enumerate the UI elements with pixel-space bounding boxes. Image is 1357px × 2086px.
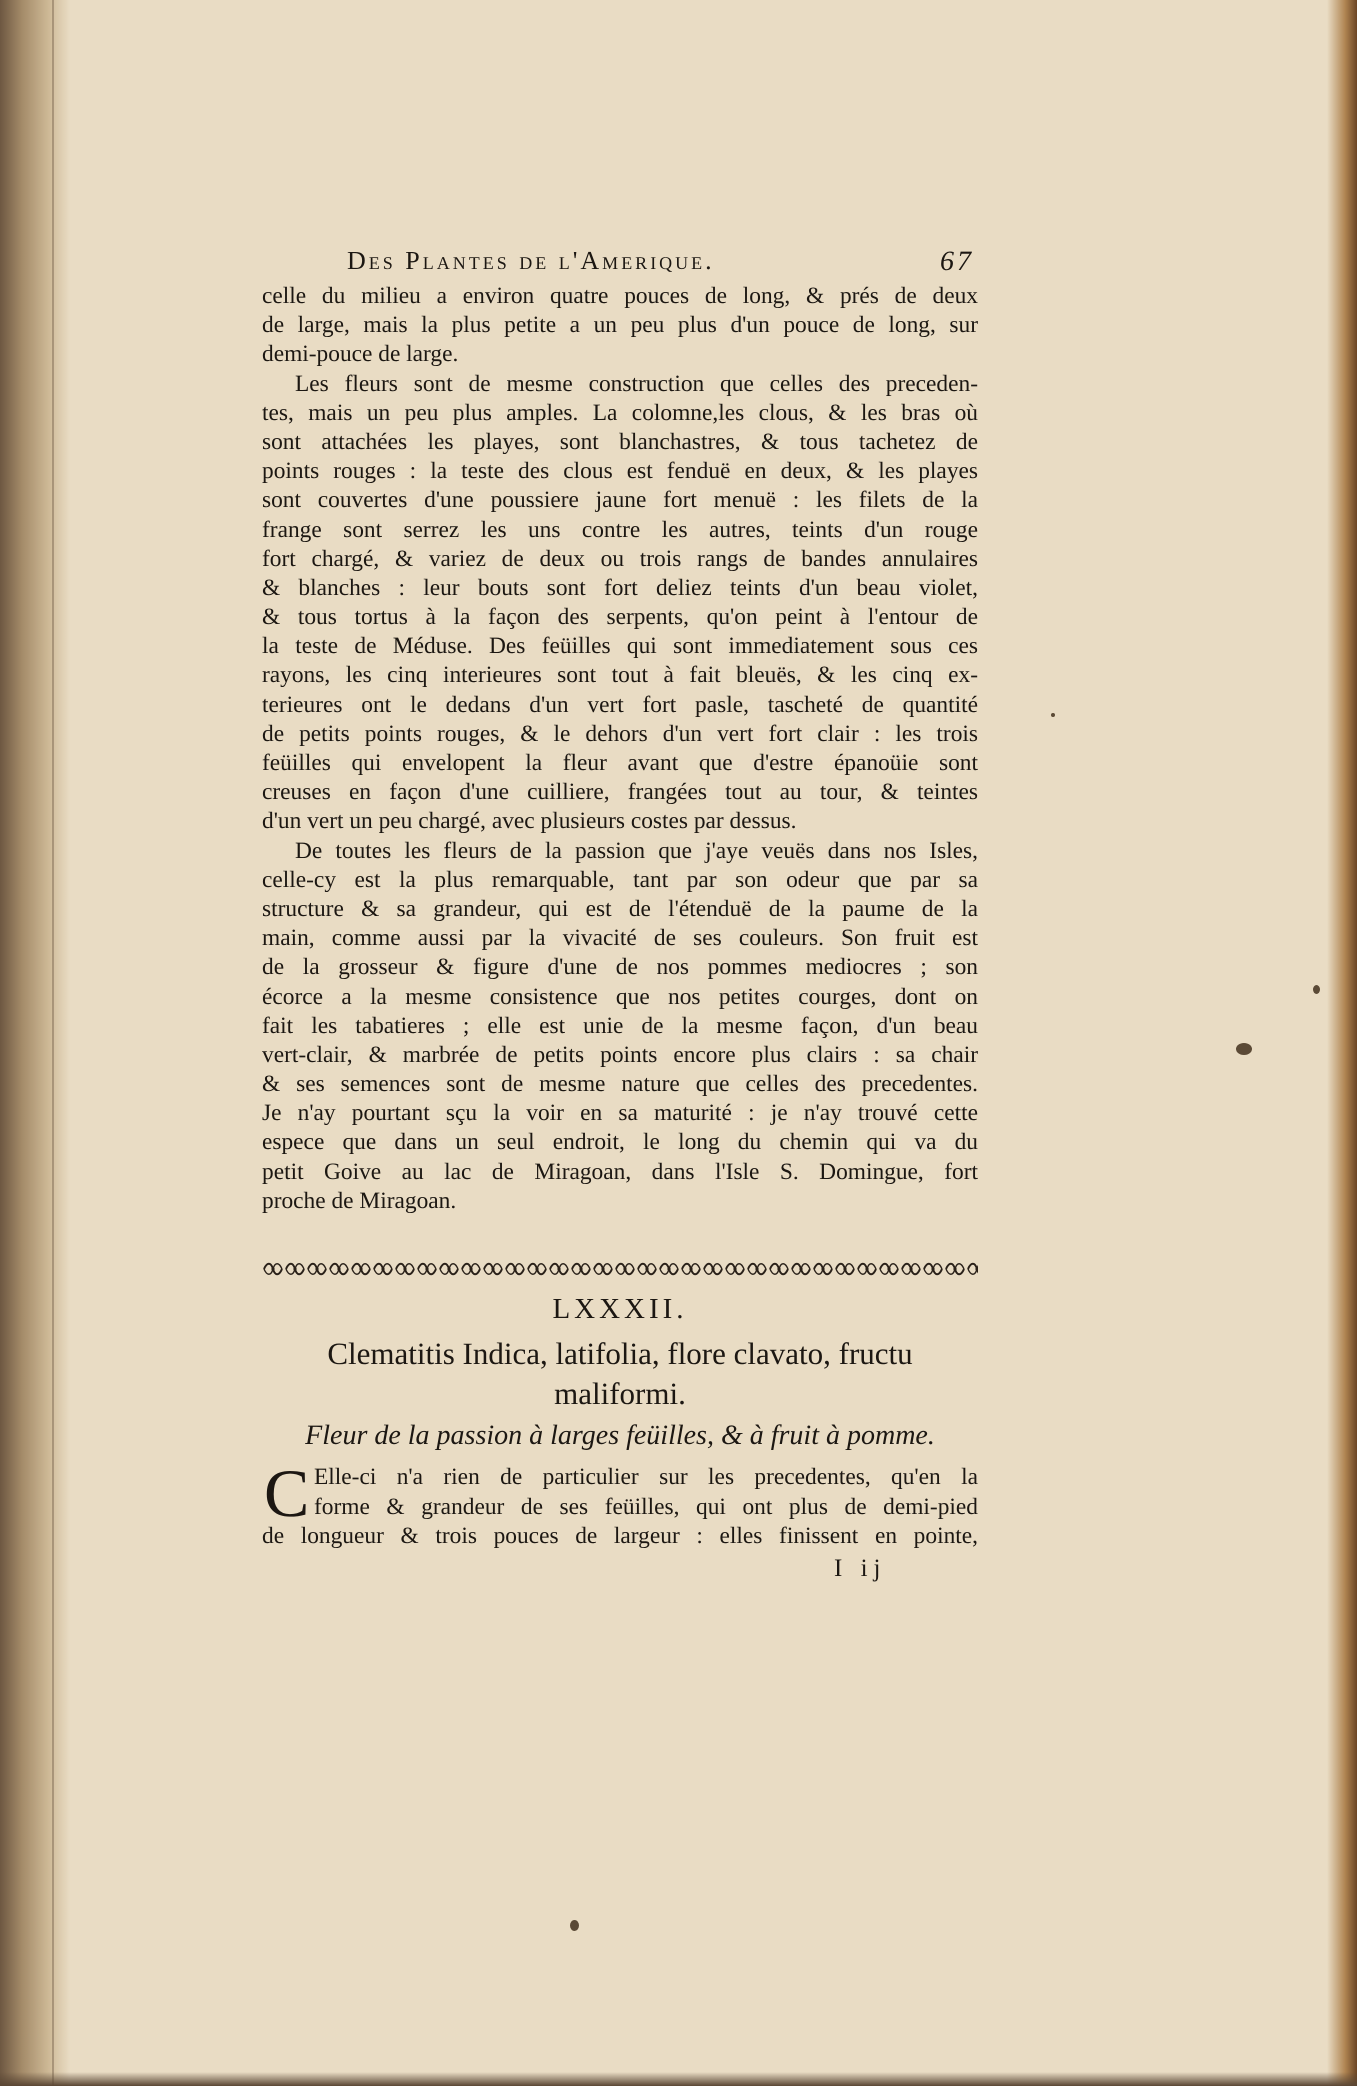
text-line: forme & grandeur de ses feüilles, qui ont plus de demi-pied xyxy=(314,1493,978,1520)
text-line: écorce a la mesme consistence que nos petites courges, dont on xyxy=(262,983,978,1010)
text-line: la teste de Méduse. Des feüilles qui sont immediatement sous ces xyxy=(262,633,978,660)
page-edge-bottom xyxy=(0,2072,1357,2086)
text-line: & blanches : leur bouts sont fort deliez teints d'un beau violet, xyxy=(262,574,978,601)
text-line: demi-pouce de large. xyxy=(262,341,459,368)
paper-speck xyxy=(1051,713,1055,717)
text-line: espece que dans un seul endroit, le long du chemin qui va du xyxy=(262,1129,978,1156)
section-number: LXXXII. xyxy=(552,1293,688,1325)
text-line: de petits points rouges, & le dehors d'un vert fort clair : les trois xyxy=(262,720,978,747)
text-line: main, comme aussi par la vivacité de ses couleurs. Son fruit est xyxy=(262,925,978,952)
ornamental-rule xyxy=(262,1260,978,1278)
text-line: celle du milieu a environ quatre pouces de long, & prés de deux xyxy=(262,283,978,309)
running-title: Des Plantes de l'Amerique. xyxy=(347,246,715,275)
text-line: Elle-ci n'a rien de particulier sur les precedentes, qu'en la xyxy=(314,1464,978,1490)
text-line: & ses semences sont de mesme nature que celles des precedentes. xyxy=(262,1071,978,1098)
page-number: 67 xyxy=(940,246,974,277)
text-line: creuses en façon d'une cuilliere, frangées tout au tour, & teintes xyxy=(262,779,978,806)
paper-speck xyxy=(570,1920,579,1931)
text-line: Les fleurs sont de mesme construction que celles des preceden- xyxy=(295,370,978,397)
text-line: & tous tortus à la façon des serpents, qu'on peint à l'entour de xyxy=(262,604,978,631)
text-line: points rouges : la teste des clous est fenduë en deux, & les playes xyxy=(262,458,978,485)
text-line: frange sont serrez les uns contre les autres, teints d'un rouge xyxy=(262,516,978,543)
text-line: sont couvertes d'une poussiere jaune fort menuë : les filets de la xyxy=(262,487,978,514)
signature-mark: I ij xyxy=(834,1555,887,1582)
text-line: fort chargé, & variez de deux ou trois rangs de bandes annulaires xyxy=(262,545,978,572)
paper-speck xyxy=(1313,985,1320,994)
text-line: fait les tabatieres ; elle est unie de la mesme façon, d'un beau xyxy=(262,1012,978,1039)
text-line: tes, mais un peu plus amples. La colomne,les clous, & les bras où xyxy=(262,399,978,426)
page-edge-right xyxy=(1327,0,1357,2086)
text-line: feüilles qui envelopent la fleur avant que d'estre épanoüie sont xyxy=(262,750,978,776)
text-line: vert-clair, & marbrée de petits points encore plus clairs : sa chair xyxy=(262,1041,978,1068)
latin-title-line: Clematitis Indica, latifolia, flore clavato, fructu xyxy=(327,1336,913,1371)
text-line: De toutes les fleurs de la passion que j'aye veuës dans nos Isles, xyxy=(295,837,978,864)
binding-gutter-shadow xyxy=(0,0,70,2086)
text-line: celle-cy est la plus remarquable, tant par son odeur que par sa xyxy=(262,866,978,893)
text-line: de large, mais la plus petite a un peu plus d'un pouce de long, sur xyxy=(262,312,978,339)
text-line: terieures ont le dedans d'un vert fort pasle, tascheté de quantité xyxy=(262,691,978,718)
text-line: rayons, les cinq interieures sont tout à fait bleuës, & les cinq ex- xyxy=(262,662,978,689)
section-body xyxy=(262,1455,978,1552)
text-line: structure & sa grandeur, qui est de l'étenduë de la paume de la xyxy=(262,895,978,922)
text-line: d'un vert un peu chargé, avec plusieurs costes par dessus. xyxy=(262,808,797,835)
page-fold xyxy=(52,0,54,2086)
text-line: de longueur & trois pouces de largeur : elles finissent en pointe, xyxy=(262,1523,978,1550)
french-title: Fleur de la passion à larges feüilles, & à fruit à pomme. xyxy=(305,1420,935,1451)
body-text xyxy=(262,282,978,1216)
paper-speck xyxy=(1236,1043,1252,1055)
running-head xyxy=(262,246,978,286)
text-line: de la grosseur & figure d'une de nos pommes mediocres ; son xyxy=(262,954,978,981)
text-line: Je n'ay pourtant sçu la voir en sa maturité : je n'ay trouvé cette xyxy=(262,1100,978,1127)
latin-title-line: maliformi. xyxy=(554,1376,686,1411)
text-line: petit Goive au lac de Miragoan, dans l'Isle S. Domingue, fort xyxy=(262,1158,978,1185)
drop-cap: C xyxy=(264,1455,310,1531)
text-line: proche de Miragoan. xyxy=(262,1187,457,1214)
latin-title xyxy=(262,1334,978,1414)
text-line: sont attachées les playes, sont blanchastres, & tous tachetez de xyxy=(262,428,978,455)
